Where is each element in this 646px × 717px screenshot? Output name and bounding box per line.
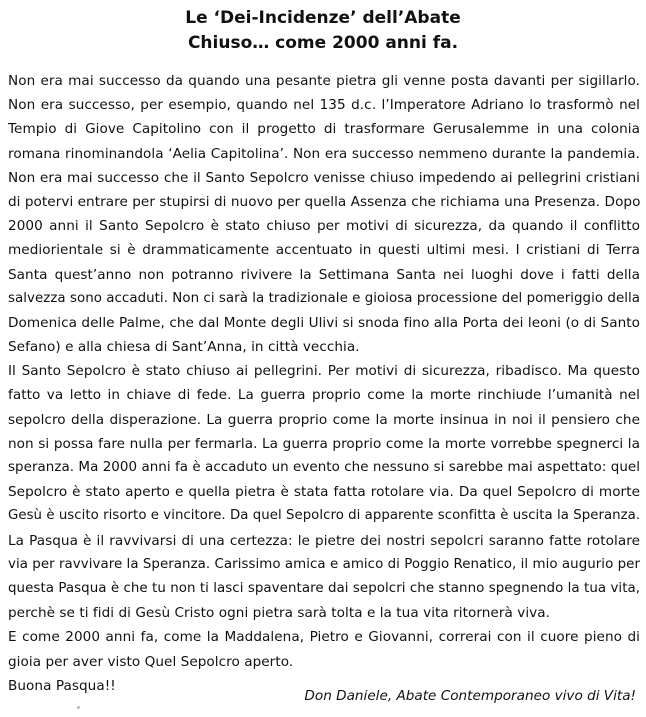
- body-line: di potervi entrare per stupirsi di nuovo per quella Assenza che richiama una Presenza. Dopo: [8, 193, 641, 210]
- body-line: Buona Pasqua!!: [8, 677, 116, 694]
- body-line: 2000 anni il Santo Sepolcro è stato chiuso per motivi di sicurezza, da quando il conflitto: [8, 218, 640, 235]
- body-line: Tempio di Giove Capitolino con il progetto di trasformare Gerusalemme in una colonia: [8, 121, 640, 138]
- body-line: speranza. Ma 2000 anni fa è accaduto un evento che nessuno si sarebbe mai aspettato: quel: [8, 460, 640, 475]
- body-line: Domenica delle Palme, che dal Monte degli Ulivi si snoda fino alla Porta dei leoni (o di Santo: [8, 314, 640, 331]
- body-line: fatto va letto in chiave di fede. La guerra proprio come la morte rinchiude l’umanità nel: [8, 387, 640, 404]
- body-line: gioia per aver visto Quel Sepolcro aperto.: [8, 653, 294, 670]
- body-line: sepolcro della disperazione. La guerra proprio come la morte insinua in noi il pensiero che: [8, 411, 640, 428]
- body-line: La Pasqua è il ravvivarsi di una certezza: le pietre dei nostri sepolcri saranno fatte rotolare: [8, 532, 640, 549]
- body-line: romana rinominandola ‘Aelia Capitolina’. Non era successo nemmeno durante la pandemia.: [8, 145, 640, 162]
- body-line: Sefano) e alla chiesa di Sant’Anna, in città vecchia.: [8, 339, 360, 356]
- body-line: via per ravvivare la Speranza. Carissimo amica e amico di Poggio Renatico, il mio augurio per: [8, 556, 640, 572]
- body-line: perchè se ti fidi di Gesù Cristo ogni pietra sarà tolta e la tua vita ritornerà viva.: [8, 605, 551, 622]
- body-line: salvezza sono accaduti. Non ci sarà la tradizionale e gioiosa processione del pomeriggio della: [8, 290, 640, 306]
- signature: Don Daniele, Abate Contemporaneo vivo di Vita!: [304, 688, 636, 704]
- scan-speck: [77, 706, 80, 709]
- title-line-2: Chiuso… come 2000 anni fa.: [187, 33, 459, 53]
- body-line: questa Pasqua è che tu non ti lasci spaventare dai sepolcri che stanno spegnendo la tua vita,: [8, 580, 641, 596]
- body-line: Non era successo, per esempio, quando nel 135 d.c. l’Imperatore Adriano lo trasformò nel: [8, 97, 640, 114]
- title-line-1: Le ‘Dei-Incidenze’ dell’Abate: [185, 8, 461, 28]
- body-line: mediorientale si è drammaticamente accentuato in questi ultimi mesi. I cristiani di Terra: [8, 242, 640, 259]
- body-line: Sepolcro è stato aperto e quella pietra è stata fatta rotolare via. Da quel Sepolcro di morte: [8, 484, 640, 501]
- body-line: Il Santo Sepolcro è stato chiuso ai pellegrini. Per motivi di sicurezza, ribadisco. Ma questo: [8, 363, 640, 380]
- body-line: E come 2000 anni fa, come la Maddalena, Pietro e Giovanni, correrai con il cuore pieno di: [8, 629, 640, 646]
- body-line: Non era mai successo che il Santo Sepolcro venisse chiuso impedendo ai pellegrini cristiani: [8, 169, 640, 186]
- body-text: [8, 69, 640, 698]
- body-line: non si possa fare nulla per fermarla. La guerra proprio come la morte vorrebbe spegnerci la: [8, 435, 640, 452]
- body-line: Gesù è uscito risorto e vincitore. Da quel Sepolcro di apparente sconfitta è uscita la Speranza.: [8, 508, 641, 524]
- body-line: Non era mai successo da quando una pesante pietra gli venne posta davanti per sigillarlo.: [8, 73, 640, 89]
- body-line: Santa quest’anno non potranno rivivere la Settimana Santa nei luoghi dove i fatti della: [8, 266, 640, 283]
